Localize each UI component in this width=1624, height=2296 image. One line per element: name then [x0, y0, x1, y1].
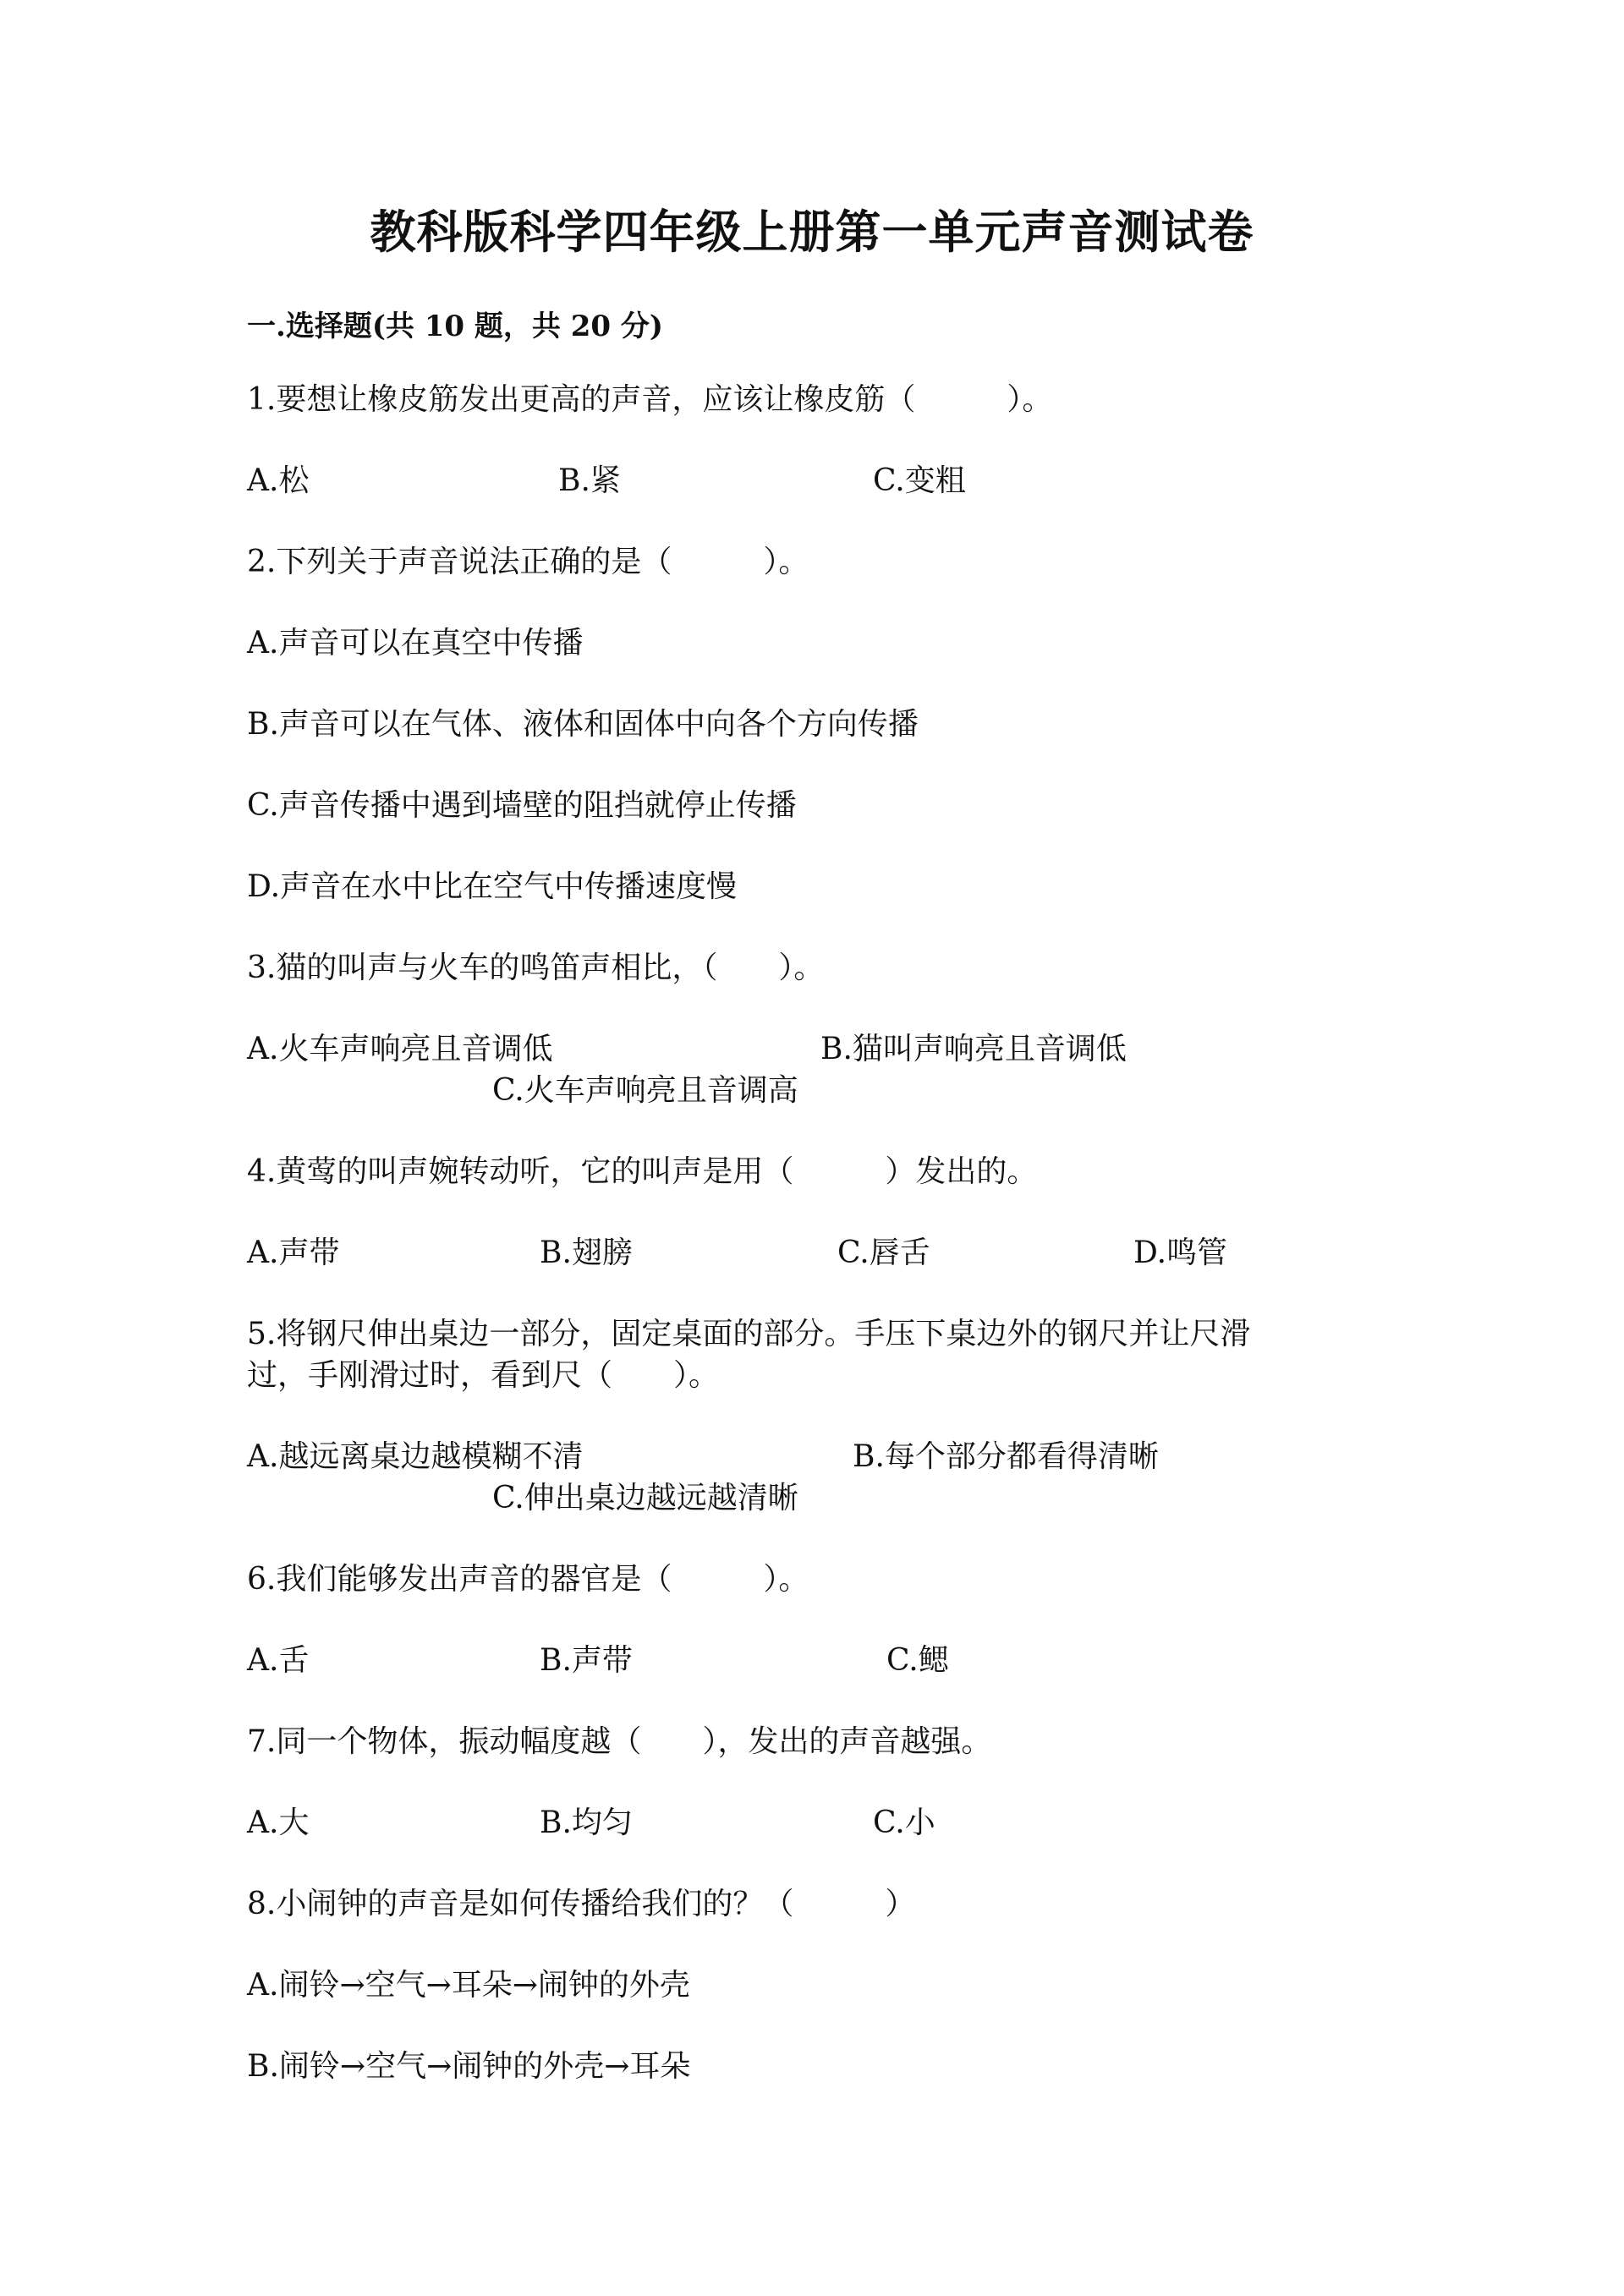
question-5-option-c: C.伸出桌边越远越清晰 [492, 1481, 798, 1515]
question-3-option-c: C.火车声响亮且音调高 [492, 1073, 798, 1108]
question-6-option-c: C.鳃 [886, 1643, 949, 1678]
question-3-option-a: A.火车声响亮且音调低 [247, 1032, 553, 1066]
question-4-option-d: D.鸣管 [1133, 1236, 1228, 1270]
question-3-option-b: B.猫叫声响亮且音调低 [820, 1032, 1127, 1066]
question-2-stem: 2.下列关于声音说法正确的是（ ）。 [247, 545, 809, 579]
question-5-stem-line-1: 5.将钢尺伸出桌边一部分，固定桌面的部分。手压下桌边外的钢尺并让尺滑 [247, 1317, 1251, 1351]
question-8-option-b: B.闹铃→空气→闹钟的外壳→耳朵 [247, 2049, 691, 2084]
question-1-option-c: C.变粗 [873, 463, 966, 498]
question-2-option-b: B.声音可以在气体、液体和固体中向各个方向传播 [247, 707, 919, 742]
question-1-stem: 1.要想让橡皮筋发出更高的声音，应该让橡皮筋（ ）。 [247, 382, 1053, 417]
question-8-option-a: A.闹铃→空气→耳朵→闹钟的外壳 [247, 1968, 690, 2003]
question-7-option-b: B.均匀 [540, 1806, 633, 1840]
question-2-option-a: A.声音可以在真空中传播 [247, 626, 584, 660]
question-2-option-d: D.声音在水中比在空气中传播速度慢 [247, 869, 738, 904]
question-6-stem: 6.我们能够发出声音的器官是（ ）。 [247, 1562, 809, 1597]
question-1-option-a: A.松 [247, 463, 310, 498]
question-3-stem: 3.猫的叫声与火车的鸣笛声相比，（ ）。 [247, 951, 825, 985]
question-7-stem: 7.同一个物体，振动幅度越（ ），发出的声音越强。 [247, 1724, 992, 1759]
question-7-option-a: A.大 [247, 1806, 310, 1840]
question-4-option-a: A.声带 [247, 1236, 340, 1270]
question-7-option-c: C.小 [873, 1806, 935, 1840]
question-2-option-c: C.声音传播中遇到墙壁的阻挡就停止传播 [247, 788, 797, 823]
page-title: 教科版科学四年级上册第一单元声音测试卷 [370, 205, 1254, 259]
question-5-option-a: A.越远离桌边越模糊不清 [247, 1439, 584, 1474]
question-5-stem-line-2: 过，手刚滑过时，看到尺（ ）。 [247, 1358, 720, 1393]
question-4-stem: 4.黄莺的叫声婉转动听，它的叫声是用（ ）发出的。 [247, 1154, 1038, 1189]
question-4-option-c: C.唇舌 [837, 1236, 930, 1270]
question-5-option-b: B.每个部分都看得清晰 [853, 1439, 1159, 1474]
question-4-option-b: B.翅膀 [540, 1236, 633, 1270]
question-8-stem: 8.小闹钟的声音是如何传播给我们的？（ ） [247, 1887, 916, 1921]
question-1-option-b: B.紧 [558, 463, 621, 498]
section-heading: 一.选择题(共 10 题，共 20 分) [247, 310, 663, 343]
question-6-option-b: B.声带 [540, 1643, 633, 1678]
question-6-option-a: A.舌 [247, 1643, 310, 1678]
